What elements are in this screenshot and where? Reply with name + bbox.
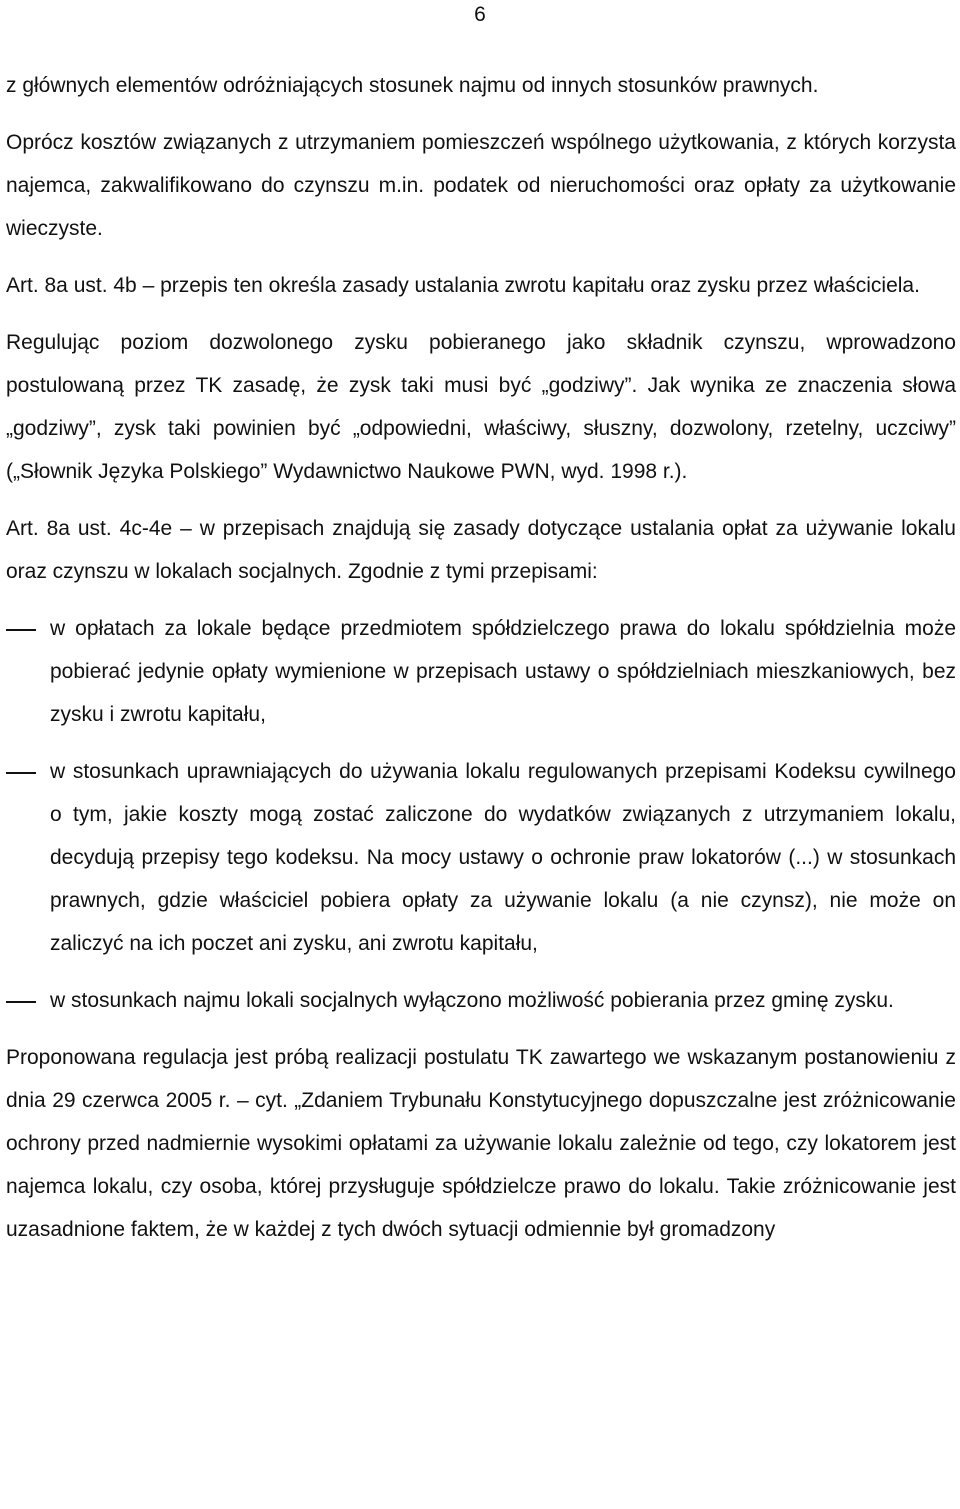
list-item-text: w stosunkach najmu lokali socjalnych wyłączono możliwość pobierania przez gminę zysku.	[50, 989, 894, 1012]
paragraph-2: Oprócz kosztów związanych z utrzymaniem pomieszczeń wspólnego użytkowania, z których korzysta najemca, zakwalifikowano do czynszu m.in. podatek od nieruchomości oraz opłaty za użytkowanie wieczyste.	[6, 131, 956, 240]
paragraph-5: Art. 8a ust. 4c-4e – w przepisach znajdują się zasady dotyczące ustalania opłat za używanie lokalu oraz czynszu w lokalach socjalnych. Zgodnie z tymi przepisami:	[6, 517, 956, 583]
document-body	[6, 64, 956, 1251]
list-item	[6, 979, 956, 1022]
page-number: 6	[474, 3, 486, 26]
paragraph-4: Regulując poziom dozwolonego zysku pobieranego jako składnik czynszu, wprowadzono postulowaną przez TK zasadę, że zysk taki musi być „godziwy”. Jak wynika ze znaczenia słowa „godziwy”, zysk taki powinien być „odpowiedni, właściwy, słuszny, dozwolony, rzetelny, uczciwy” („Słownik Języka Polskiego” Wydawnictwo Naukowe PWN, wyd. 1998 r.).	[6, 331, 956, 483]
paragraph-3: Art. 8a ust. 4b – przepis ten określa zasady ustalania zwrotu kapitału oraz zysku przez właściciela.	[6, 274, 920, 297]
list-item	[6, 750, 956, 965]
list-item-text: w stosunkach uprawniających do używania lokalu regulowanych przepisami Kodeksu cywilnego o tym, jakie koszty mogą zostać zaliczone do wydatków związanych z utrzymaniem lokalu, decydują przepisy tego kodeksu. Na mocy ustawy o ochronie praw lokatorów (...) w stosunkach prawnych, gdzie właściciel pobiera opłaty za używanie lokalu (a nie czynsz), nie może on zaliczyć na ich poczet ani zysku, ani zwrotu kapitału,	[50, 760, 956, 955]
list-item-text: w opłatach za lokale będące przedmiotem spółdzielczego prawa do lokalu spółdzielnia może pobierać jedynie opłaty wymienione w przepisach ustawy o spółdzielniach mieszkaniowych, bez zysku i zwrotu kapitału,	[50, 617, 956, 726]
list-item	[6, 607, 956, 736]
paragraph-6: Proponowana regulacja jest próbą realizacji postulatu TK zawartego we wskazanym postanowieniu z dnia 29 czerwca 2005 r. – cyt. „Zdaniem Trybunału Konstytucyjnego dopuszczalne jest zróżnicowanie ochrony przed nadmiernie wysokimi opłatami za używanie lokalu zależnie od tego, czy lokatorem jest najemca lokalu, czy osoba, której przysługuje spółdzielcze prawo do lokalu. Takie zróżnicowanie jest uzasadnione faktem, że w każdej z tych dwóch sytuacji odmiennie był gromadzony	[6, 1046, 956, 1241]
paragraph-1: z głównych elementów odróżniających stosunek najmu od innych stosunków prawnych.	[6, 74, 819, 97]
